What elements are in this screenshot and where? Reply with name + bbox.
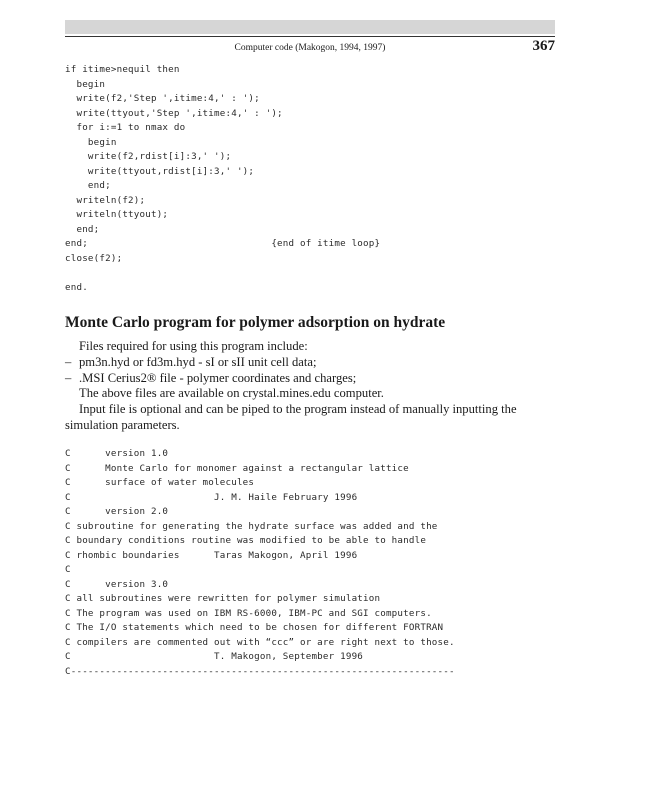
code-line: C rhombic boundaries Taras Makogon, April 1996 <box>65 549 358 561</box>
code-line: C T. Makogon, September 1996 <box>65 651 364 662</box>
list-item-text: .MSI Cerius2® file - polymer coordinates and charges; <box>79 370 357 385</box>
availability-paragraph: The above files are available on crystal.mines.edu computer. <box>79 386 384 401</box>
fortran-comment-block <box>65 447 455 679</box>
intro-paragraph: Files required for using this program include: <box>79 339 308 353</box>
header-shade-bar <box>65 20 555 34</box>
code-line <box>65 266 380 281</box>
running-head <box>65 40 555 56</box>
code-line: C Monte Carlo for monomer against a rectangular lattice <box>65 462 409 474</box>
code-line: C <box>65 564 71 575</box>
code-line: write(ttyout,'Step ',itime:4,' : '); <box>65 107 283 119</box>
code-line: C version 1.0 <box>65 448 169 459</box>
input-note-paragraph: Input file is optional and can be piped to the program instead of manually inputting the simulation parameters. <box>65 402 517 432</box>
code-line: write(ttyout,rdist[i]:3,' '); <box>65 165 255 177</box>
code-line: C surface of water molecules <box>65 477 255 488</box>
code-line: end; <box>65 180 111 191</box>
code-line: C compilers are commented out with “ccc” or are right next to those. <box>65 636 455 648</box>
code-line: C subroutine for generating the hydrate surface was added and the <box>65 520 438 532</box>
code-line: write(f2,rdist[i]:3,' '); <box>65 151 232 162</box>
code-line: C version 2.0 <box>65 506 169 517</box>
prose-block <box>65 339 555 434</box>
section-title: Monte Carlo program for polymer adsorption on hydrate <box>65 314 446 331</box>
code-line: writeln(f2); <box>65 194 146 206</box>
code-line: end; {end of itime loop} <box>65 238 381 249</box>
code-line: C version 3.0 <box>65 578 169 590</box>
list-item <box>65 371 555 387</box>
code-line: close(f2); <box>65 252 123 264</box>
code-line: for i:=1 to nmax do <box>65 122 186 133</box>
code-line: end. <box>65 281 88 293</box>
code-line: writeln(ttyout); <box>65 209 169 220</box>
pascal-code-block <box>65 63 380 295</box>
list-item-text: pm3n.hyd or fd3m.hyd - sI or sII unit cell data; <box>79 354 317 369</box>
code-line: C J. M. Haile February 1996 <box>65 491 358 503</box>
code-line: C boundary conditions routine was modified to be able to handle <box>65 535 427 546</box>
dash-marker: – <box>65 354 72 369</box>
code-line: C The I/O statements which need to be chosen for different FORTRAN <box>65 622 444 633</box>
code-line: write(f2,'Step ',itime:4,' : '); <box>65 93 260 104</box>
code-line: C------------------------------------------------------------------- <box>65 665 455 677</box>
code-line: begin <box>65 78 106 90</box>
running-title: Computer code (Makogon, 1994, 1997) <box>234 43 386 53</box>
code-line: end; <box>65 223 100 235</box>
dash-marker: – <box>65 370 72 385</box>
code-line: if itime>nequil then <box>65 64 180 75</box>
code-line: C all subroutines were rewritten for polymer simulation <box>65 593 381 604</box>
page-number: 367 <box>532 38 555 54</box>
code-line: C The program was used on IBM RS-6000, IBM-PC and SGI computers. <box>65 607 432 619</box>
code-line: begin <box>65 136 117 148</box>
list-item <box>65 355 555 371</box>
header-rule <box>65 36 555 37</box>
